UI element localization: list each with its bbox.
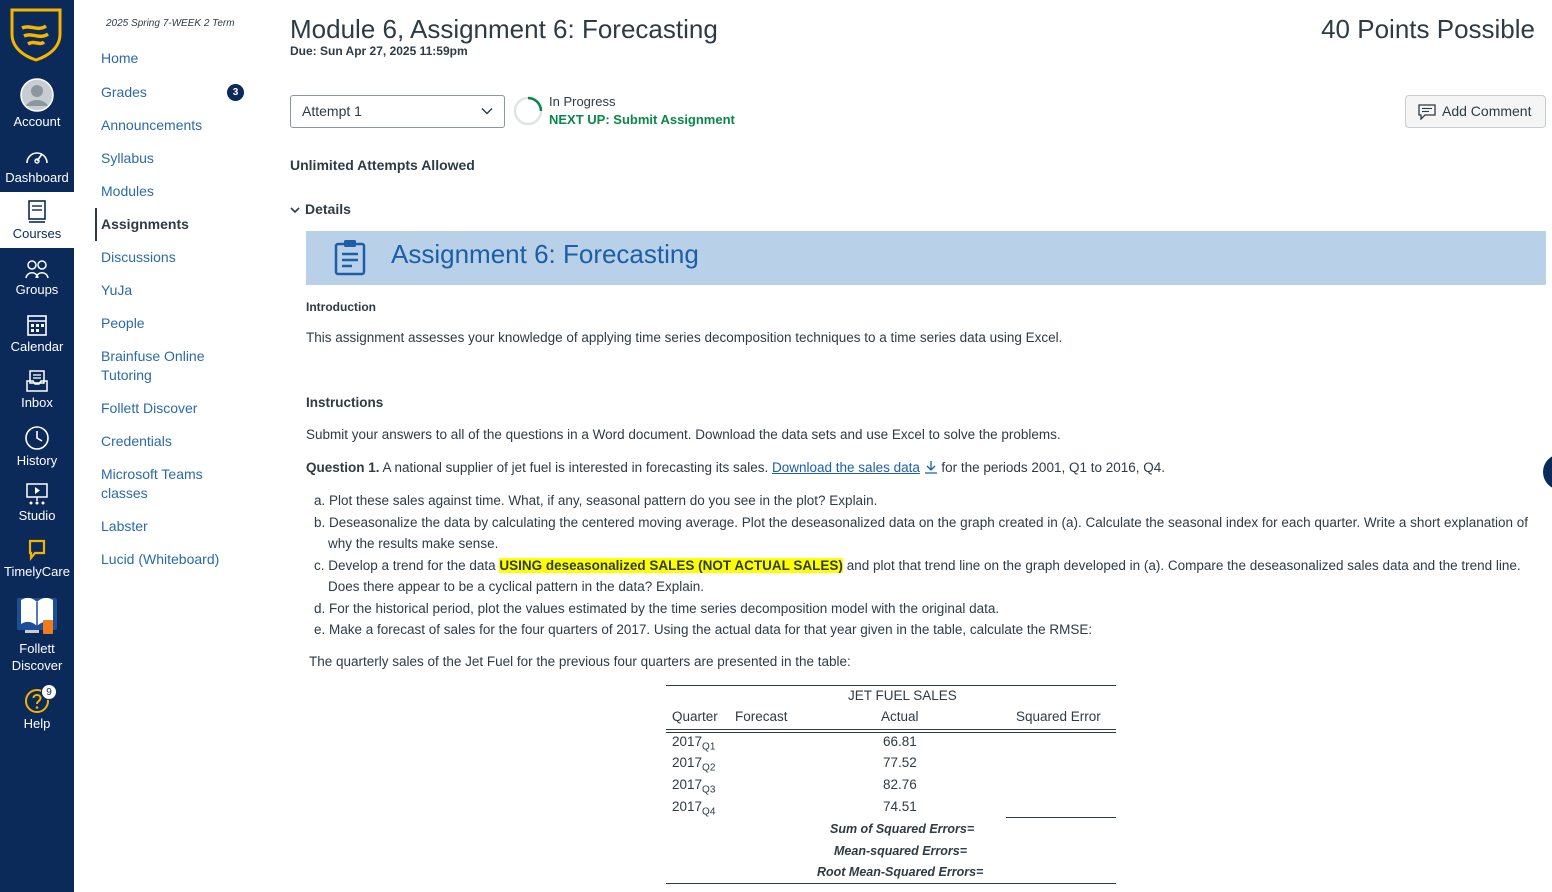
book-icon	[13, 592, 61, 638]
intro-text: This assignment assesses your knowledge of applying time series decomposition techniques to a time series data using Excel.	[306, 330, 1063, 345]
table-row-quarter	[672, 734, 715, 753]
global-nav-help[interactable]	[0, 688, 74, 731]
download-icon[interactable]	[924, 460, 938, 474]
row-q: Q3	[702, 784, 716, 796]
clipboard-icon	[333, 239, 367, 277]
global-nav-timelycare[interactable]	[0, 538, 74, 579]
global-nav-label: Groups	[15, 282, 59, 297]
table-row-actual: 82.76	[883, 777, 917, 792]
attempt-status: In Progress	[549, 94, 616, 109]
course-nav-discussions[interactable]: Discussions	[101, 249, 176, 265]
part-e: e. Make a forecast of sales for the four quarters of 2017. Using the actual data for that year given in the table, calculate the RMSE:	[314, 622, 1093, 637]
course-nav-yuja[interactable]: YuJa	[101, 282, 133, 298]
question-parts	[314, 490, 1534, 641]
attempt-select[interactable]	[290, 95, 505, 128]
part-c	[314, 555, 1534, 598]
course-nav-brainfuse[interactable]: Brainfuse Online Tutoring	[101, 348, 205, 383]
global-nav-label: Dashboard	[5, 170, 69, 185]
part-c-post: and plot that trend line on the graph developed in (a). Compare the deseasonalized sales data and the trend line. Does there appear to be a cyclical pattern in the data? Explain.	[328, 557, 1521, 594]
help-badge: 9	[41, 684, 57, 700]
comment-icon	[1418, 104, 1436, 120]
term-label: 2025 Spring 7-WEEK 2 Term	[106, 18, 235, 29]
part-b: b. Deseasonalize the data by calculating the centered moving average. Plot the deseasonalized data on the graph created in (a). Calculate the seasonal index for each quarter. Write a short explanation of why the results make sense.	[314, 514, 1529, 551]
add-comment-label: Add Comment	[1442, 103, 1532, 119]
inbox-icon	[25, 369, 49, 393]
course-nav-assignments[interactable]: Assignments	[95, 208, 189, 241]
intro-heading: Introduction	[306, 300, 376, 314]
unlimited-attempts: Unlimited Attempts Allowed	[290, 157, 475, 173]
question-1	[306, 460, 1165, 475]
question-1-text-end: for the periods 2001, Q1 to 2016, Q4.	[937, 460, 1166, 475]
sum-squared-errors-label: Sum of Squared Errors=	[830, 822, 975, 836]
mean-squared-errors-label: Mean-squared Errors=	[834, 844, 968, 858]
university-logo-icon[interactable]	[8, 6, 64, 62]
user-icon	[20, 78, 54, 112]
course-nav-people[interactable]: People	[101, 315, 145, 331]
col-header-squared-error: Squared Error	[1016, 709, 1101, 724]
question-1-label: Question 1.	[306, 460, 380, 475]
grades-badge: 3	[227, 84, 244, 101]
clock-icon	[24, 425, 50, 451]
groups-icon	[24, 258, 50, 280]
instructions-text: Submit your answers to all of the questions in a Word document. Download the data sets and use Excel to solve the problems.	[306, 427, 1061, 442]
course-nav-lucid[interactable]: Lucid (Whiteboard)	[101, 551, 220, 567]
table-title: JET FUEL SALES	[848, 688, 957, 703]
chevron-down-icon	[480, 104, 494, 118]
main-content	[290, 0, 1552, 892]
page-title: Module 6, Assignment 6: Forecasting	[290, 14, 718, 44]
course-nav-grades[interactable]: Grades	[101, 84, 147, 100]
calendar-icon	[26, 313, 48, 337]
row-year: 2017	[672, 777, 703, 792]
course-nav-home[interactable]: Home	[101, 50, 139, 66]
table-row-quarter	[672, 777, 715, 796]
part-a: a. Plot these sales against time. What, if any, seasonal pattern do you see in the plot? Explain.	[314, 493, 878, 508]
global-nav-calendar[interactable]	[0, 313, 74, 354]
progress-spinner-icon	[513, 96, 543, 126]
global-nav-label: Inbox	[21, 395, 53, 410]
course-nav-credentials[interactable]: Credentials	[101, 433, 172, 449]
course-nav-follett[interactable]: Follett Discover	[101, 400, 198, 416]
details-label: Details	[305, 201, 351, 217]
global-nav-label: History	[16, 453, 58, 468]
table-intro: The quarterly sales of the Jet Fuel for the previous four quarters are presented in the table:	[309, 654, 851, 669]
global-nav-label: Help	[23, 716, 51, 731]
row-q: Q1	[702, 741, 716, 753]
row-q: Q2	[702, 762, 716, 774]
studio-icon	[24, 482, 50, 506]
global-nav-label: Studio	[18, 508, 56, 523]
assignment-banner	[306, 231, 1546, 285]
global-nav-studio[interactable]	[0, 482, 74, 523]
global-nav-label: Account	[13, 114, 61, 129]
course-nav-syllabus[interactable]: Syllabus	[101, 150, 154, 166]
global-nav-label: Courses	[12, 226, 62, 241]
global-nav-label: Calendar	[10, 339, 64, 354]
part-c-pre: c. Develop a trend for the data	[314, 557, 500, 573]
table-row-quarter	[672, 799, 715, 818]
banner-title: Assignment 6: Forecasting	[391, 239, 699, 269]
global-nav-label: Follett Discover	[11, 641, 63, 673]
table-row-actual: 77.52	[883, 755, 917, 770]
due-date: Due: Sun Apr 27, 2025 11:59pm	[290, 44, 468, 58]
table-row-actual: 66.81	[883, 734, 917, 749]
global-nav-inbox[interactable]	[0, 369, 74, 410]
global-nav-history[interactable]	[0, 425, 74, 468]
dashboard-icon	[25, 146, 49, 168]
global-nav-account[interactable]	[0, 78, 74, 129]
row-q: Q4	[702, 806, 716, 818]
global-nav-courses[interactable]	[0, 192, 74, 248]
course-nav-labster[interactable]: Labster	[101, 518, 148, 534]
col-header-forecast: Forecast	[735, 709, 788, 724]
chevron-down-icon	[290, 205, 300, 215]
row-year: 2017	[672, 734, 703, 749]
part-c-highlight: USING deseasonalized SALES (NOT ACTUAL SALES)	[499, 557, 843, 573]
part-d: d. For the historical period, plot the values estimated by the time series decomposition model with the original data.	[314, 600, 1000, 616]
root-mean-squared-errors-label: Root Mean-Squared Errors=	[817, 865, 984, 879]
instructions-heading: Instructions	[306, 395, 384, 410]
col-header-actual: Actual	[881, 709, 919, 724]
row-year: 2017	[672, 799, 703, 814]
table-row-actual: 74.51	[883, 799, 917, 814]
row-year: 2017	[672, 755, 703, 770]
global-nav-follett[interactable]	[0, 592, 74, 674]
global-nav-label: TimelyCare	[4, 564, 70, 579]
course-nav-announcements[interactable]: Announcements	[101, 117, 203, 133]
global-nav	[0, 0, 74, 892]
global-nav-groups[interactable]	[0, 258, 74, 297]
course-nav-modules[interactable]: Modules	[101, 183, 154, 199]
course-nav	[74, 0, 264, 892]
course-nav-teams[interactable]: Microsoft Teams classes	[101, 466, 203, 501]
question-1-text: A national supplier of jet fuel is interested in forecasting its sales.	[379, 460, 772, 475]
col-header-quarter: Quarter	[672, 709, 718, 724]
add-comment-button[interactable]	[1405, 95, 1546, 128]
details-toggle[interactable]	[290, 201, 351, 217]
chat-icon	[26, 538, 48, 562]
attempt-select-value: Attempt 1	[302, 103, 362, 119]
table-row-quarter	[672, 755, 715, 774]
points-possible: 40 Points Possible	[1321, 14, 1535, 44]
download-sales-data-link[interactable]: Download the sales data	[772, 460, 920, 475]
global-nav-dashboard[interactable]	[0, 146, 74, 185]
courses-icon	[27, 200, 47, 224]
next-up-label: NEXT UP: Submit Assignment	[549, 112, 735, 127]
